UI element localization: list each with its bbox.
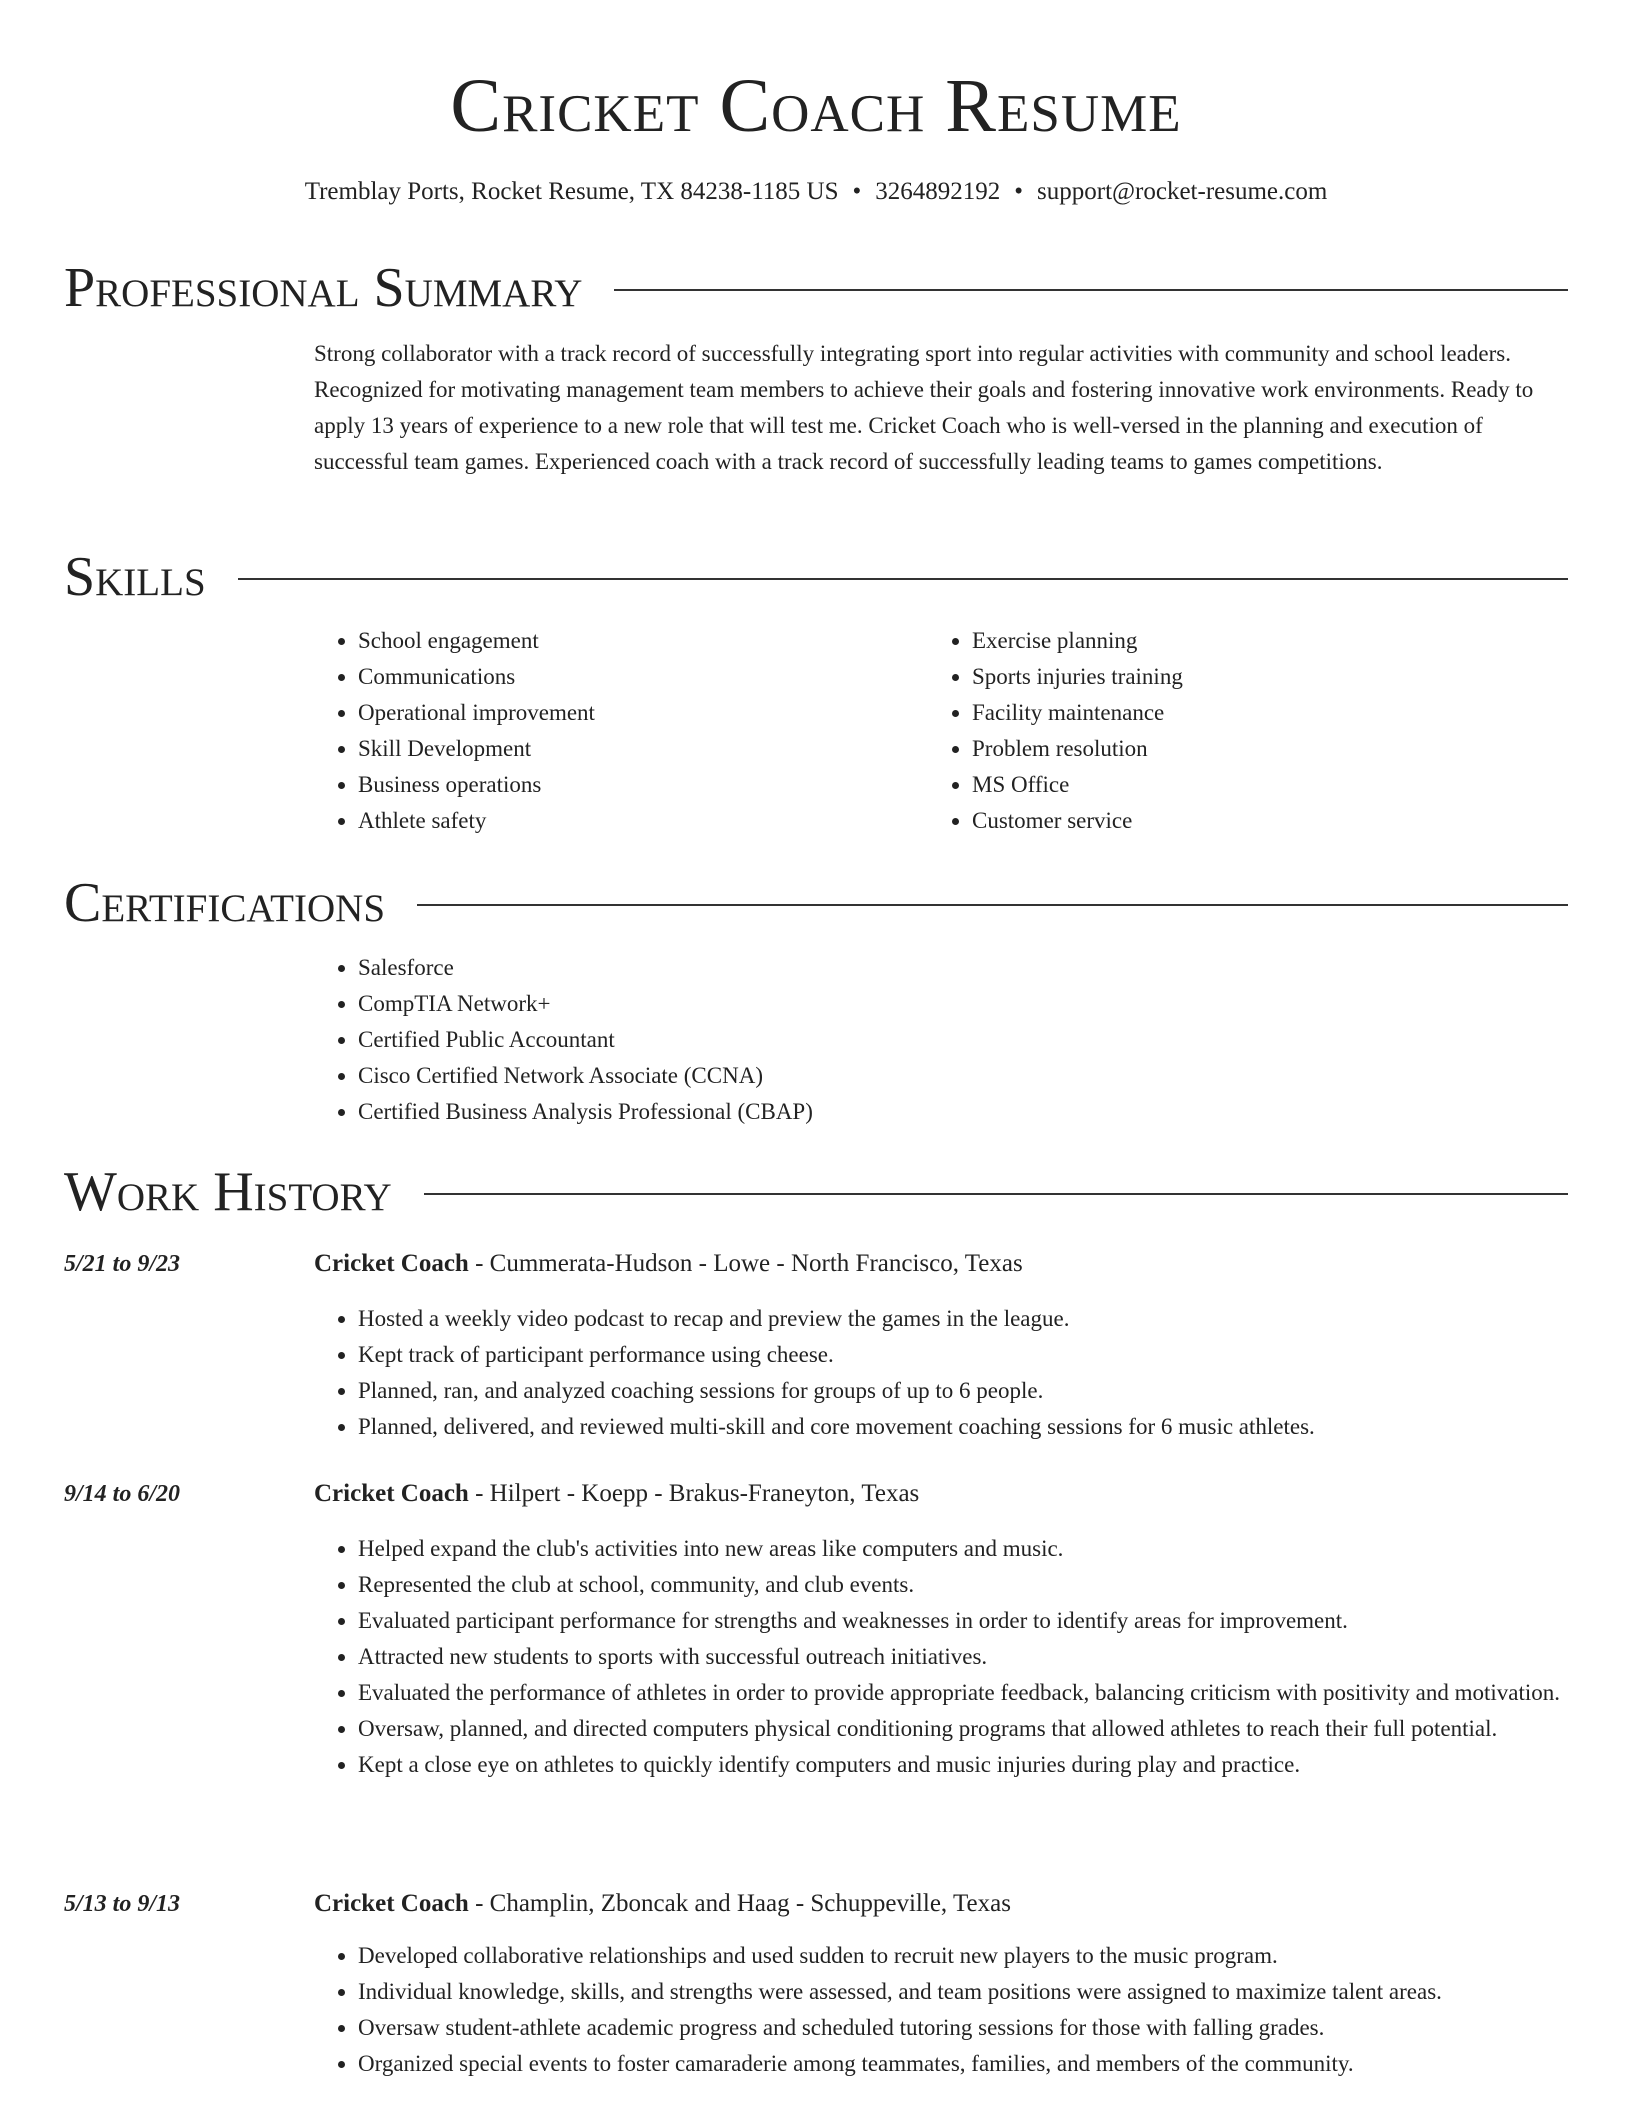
skill-item: • Exercise planning (972, 623, 1528, 659)
work-section-header (64, 1162, 1568, 1222)
certifications-block (314, 950, 1570, 1130)
job-duty: • Kept a close eye on athletes to quickly identify computers and music injuries during play and practice. (358, 1747, 1570, 1783)
section-divider (424, 1193, 1568, 1195)
summary-section-header (64, 258, 1568, 318)
skill-item: • Sports injuries training (972, 659, 1528, 695)
skill-item: • Skill Development (358, 731, 914, 767)
job-duty: • Evaluated participant performance for strengths and weaknesses in order to identify areas for improvement. (358, 1603, 1570, 1639)
certification-item: • Salesforce (358, 950, 1570, 986)
contact-email: support@rocket-resume.com (1037, 178, 1328, 205)
skill-item: • Problem resolution (972, 731, 1528, 767)
skill-item: • MS Office (972, 767, 1528, 803)
skill-item: • Facility maintenance (972, 695, 1528, 731)
job-duty: • Oversaw student-athlete academic progress and scheduled tutoring sessions for those with falling grades. (358, 2010, 1570, 2046)
certification-item: • Cisco Certified Network Associate (CCNA) (358, 1058, 1570, 1094)
job-details: - Champlin, Zboncak and Haag - Schuppeville, Texas (468, 1890, 1011, 1917)
certifications-heading: Certifications (64, 872, 386, 934)
contact-address: Tremblay Ports, Rocket Resume, TX 84238-1185 US (304, 178, 839, 205)
certification-item: • Certified Business Analysis Professional (CBAP) (358, 1094, 1570, 1130)
skill-item: • School engagement (358, 623, 914, 659)
contact-separator: • (1014, 178, 1024, 205)
skills-section-header (64, 547, 1568, 607)
contact-phone: 3264892192 (875, 178, 1001, 205)
job-duty: • Planned, delivered, and reviewed multi-skill and core movement coaching sessions for 6 music athletes. (358, 1409, 1570, 1445)
job-duty: • Evaluated the performance of athletes in order to provide appropriate feedback, balancing criticism with positivity and motivation. (358, 1675, 1570, 1711)
job-role: Cricket Coach (314, 1250, 469, 1277)
section-divider (238, 578, 1568, 580)
section-divider (614, 289, 1568, 291)
job-role: Cricket Coach (314, 1890, 469, 1917)
job-duty: • Attracted new students to sports with successful outreach initiatives. (358, 1639, 1570, 1675)
certification-item: • Certified Public Accountant (358, 1022, 1570, 1058)
job-duties-list (314, 1301, 1570, 1445)
job-dates: 5/13 to 9/13 (64, 1891, 181, 1917)
job-heading (314, 1246, 1023, 1282)
job-duty: • Represented the club at school, community, and club events. (358, 1567, 1570, 1603)
resume-title: Cricket Coach Resume (450, 64, 1182, 148)
skill-item: • Communications (358, 659, 914, 695)
skills-right-column (928, 623, 1528, 839)
job-duties (314, 1938, 1570, 2082)
job-duty: • Oversaw, planned, and directed computers physical conditioning programs that allowed athletes to reach their full potential. (358, 1711, 1570, 1747)
contact-separator: • (852, 178, 862, 205)
job-duty: • Developed collaborative relationships and used sudden to recruit new players to the music program. (358, 1938, 1570, 1974)
skills-heading: Skills (64, 546, 206, 608)
job-heading (314, 1476, 919, 1512)
job-duty: • Planned, ran, and analyzed coaching sessions for groups of up to 6 people. (358, 1373, 1570, 1409)
job-details: - Hilpert - Koepp - Brakus-Franeyton, Texas (468, 1480, 920, 1507)
certifications-section-header (64, 873, 1568, 933)
summary-heading: Professional Summary (64, 257, 583, 319)
skill-item: • Business operations (358, 767, 914, 803)
job-duties-list (314, 1531, 1570, 1783)
job-duties (314, 1301, 1570, 1445)
job-duty: • Individual knowledge, skills, and strengths were assessed, and team positions were assigned to maximize talent areas. (358, 1974, 1570, 2010)
job-duty: • Organized special events to foster camaraderie among teammates, families, and members of the community. (358, 2046, 1570, 2082)
job-dates: 9/14 to 6/20 (64, 1481, 181, 1507)
skills-left-list (314, 623, 914, 839)
work-heading: Work History (64, 1161, 392, 1223)
section-divider (417, 904, 1568, 906)
job-duty: • Helped expand the club's activities into new areas like computers and music. (358, 1531, 1570, 1567)
job-duties-list (314, 1938, 1570, 2082)
job-duties (314, 1531, 1570, 1783)
skill-item: • Customer service (972, 803, 1528, 839)
job-heading (314, 1886, 1011, 1922)
job-role: Cricket Coach (314, 1480, 469, 1507)
summary-text: Strong collaborator with a track record of successfully integrating sport into regular activities with community and school leaders. Recognized for motivating management team members to achieve their goals and fostering innovative work environments. Ready to apply 13 years of experience to a new role that will test me. Cricket Coach who is well-versed in the planning and execution of successful team games. Experienced coach with a track record of successfully leading teams to games competitions. (314, 341, 1534, 474)
job-dates: 5/21 to 9/23 (64, 1251, 181, 1277)
skills-left-column (314, 623, 914, 839)
certifications-list (314, 950, 1570, 1130)
certification-item: • CompTIA Network+ (358, 986, 1570, 1022)
skill-item: • Operational improvement (358, 695, 914, 731)
skills-right-list (928, 623, 1528, 839)
job-duty: • Hosted a weekly video podcast to recap and preview the games in the league. (358, 1301, 1570, 1337)
job-details: - Cummerata-Hudson - Lowe - North Francisco, Texas (468, 1250, 1023, 1277)
contact-line (0, 175, 1632, 209)
skill-item: • Athlete safety (358, 803, 914, 839)
job-duty: • Kept track of participant performance using cheese. (358, 1337, 1570, 1373)
